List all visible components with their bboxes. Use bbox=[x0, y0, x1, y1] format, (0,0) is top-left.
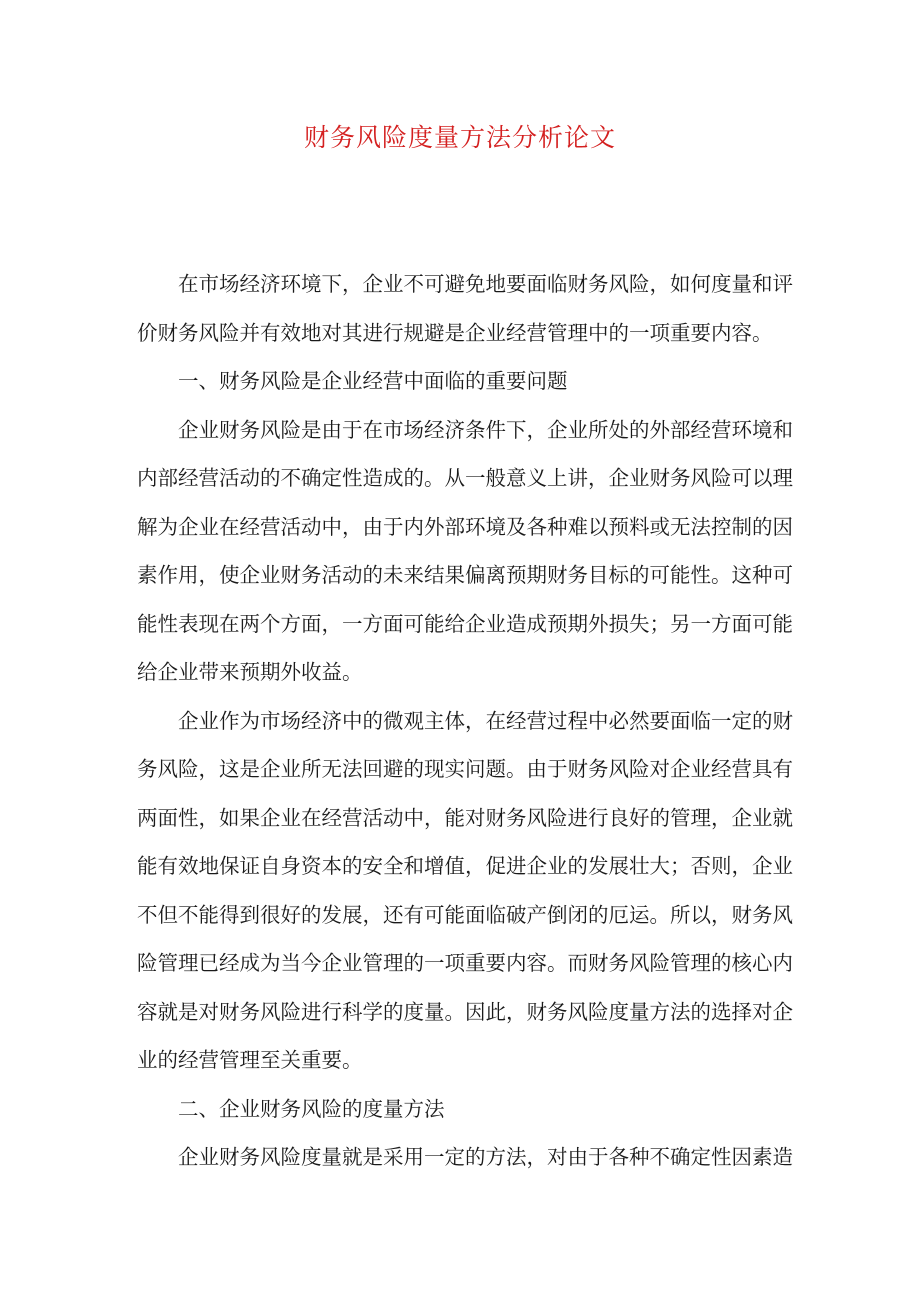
intro-paragraph: 在市场经济环境下，企业不可避免地要面临财务风险，如何度量和评价财务风险并有效地对其进行规避是企业经营管理中的一项重要内容。 bbox=[137, 272, 793, 345]
body-paragraph: 企业作为市场经济中的微观主体，在经营过程中必然要面临一定的财务风险，这是企业所无法回避的现实问题。由于财务风险对企业经营具有两面性，如果企业在经营活动中，能对财务风险进行良好的管理，企业就能有效地保证自身资本的安全和增值，促进企业的发展壮大；否则，企业不但不能得到很好的发展，还有可能面临破产倒闭的厄运。所以，财务风险管理已经成为当今企业管理的一项重要内容。而财务风险管理的核心内容就是对财务风险进行科学的度量。因此，财务风险度量方法的选择对企业的经营管理至关重要。 bbox=[137, 708, 793, 1072]
body-paragraph: 企业财务风险是由于在市场经济条件下，企业所处的外部经营环境和内部经营活动的不确定性造成的。从一般意义上讲，企业财务风险可以理解为企业在经营活动中，由于内外部环境及各种难以预料或无法控制的因素作用，使企业财务活动的未来结果偏离预期财务目标的可能性。这种可能性表现在两个方面，一方面可能给企业造成预期外损失；另一方面可能给企业带来预期外收益。 bbox=[137, 417, 793, 684]
document-body bbox=[137, 260, 793, 1182]
body-paragraph: 企业财务风险度量就是采用一定的方法，对由于各种不确定性因素造 bbox=[178, 1145, 793, 1169]
document-title: 财务风险度量方法分析论文 bbox=[303, 123, 616, 152]
section-heading-2: 二、企业财务风险的度量方法 bbox=[178, 1096, 445, 1121]
section-heading-1: 一、财务风险是企业经营中面临的重要问题 bbox=[178, 369, 568, 393]
